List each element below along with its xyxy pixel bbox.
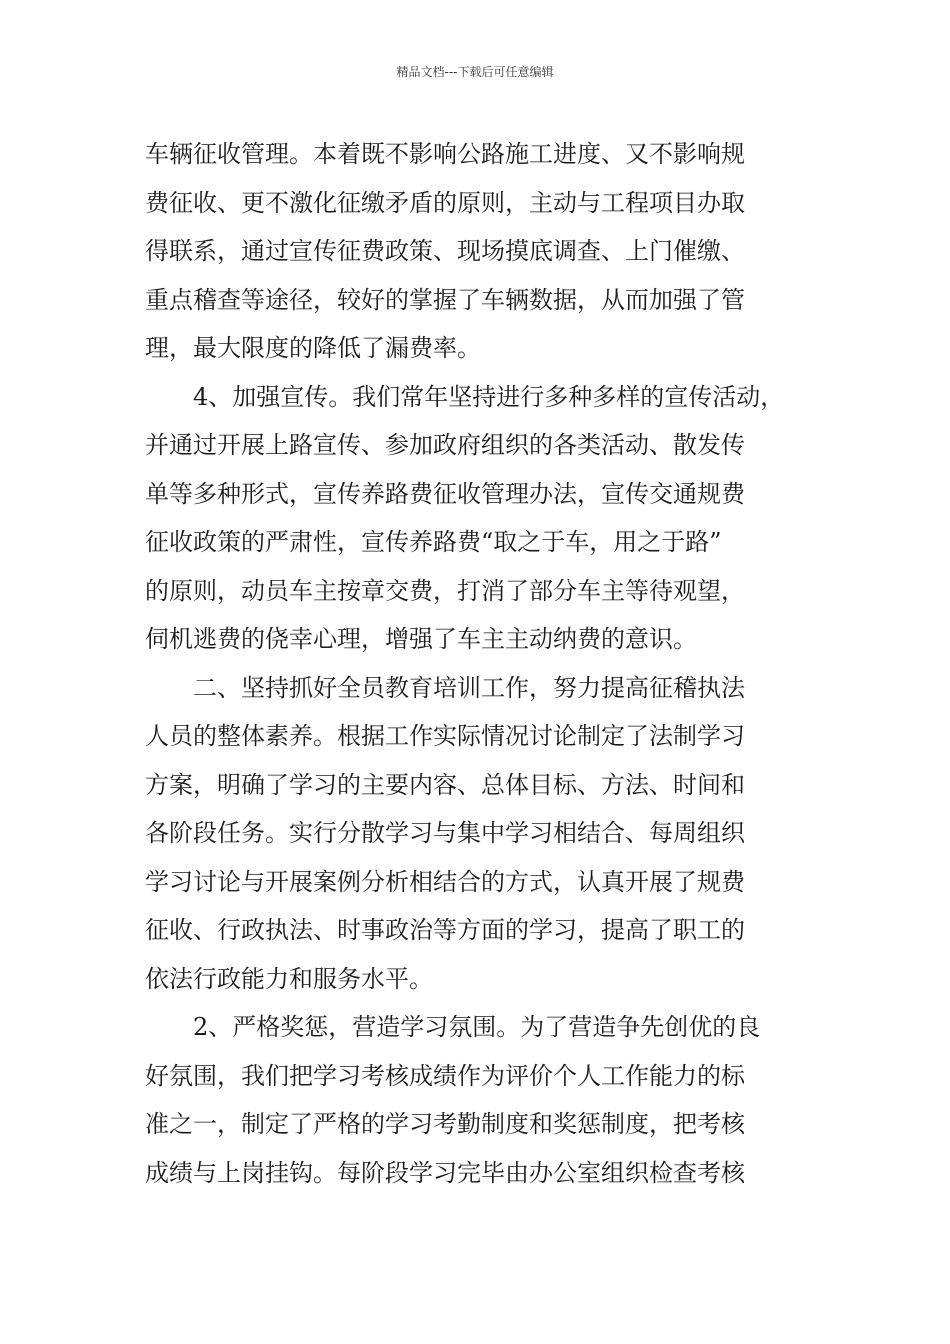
document-body	[145, 130, 810, 1197]
text-line: 征收、行政执法、时事政治等方面的学习，提高了职工的	[145, 916, 745, 944]
text-line: 人员的整体素养。根据工作实际情况讨论制定了法制学习	[145, 722, 745, 750]
text-line: 好氛围，我们把学习考核成绩作为评价个人工作能力的标	[145, 1061, 745, 1090]
text-line: 各阶段任务。实行分散学习与集中学习相结合、每周组织	[145, 819, 745, 847]
text-line: 的原则，动员车主按章交费，打消了部分车主等待观望，	[145, 576, 745, 605]
page-header: 精品文档---下载后可任意编辑	[396, 65, 554, 79]
text-line: 成绩与上岗挂钩。每阶段学习完毕由办公室组织检查考核	[145, 1158, 745, 1187]
text-line: 准之一，制定了严格的学习考勤制度和奖惩制度，把考核	[145, 1110, 745, 1138]
text-line: 方案，明确了学习的主要内容、总体目标、方法、时间和	[145, 770, 745, 799]
text-line: 征收政策的严肃性，宣传养路费“取之于车，用之于路”	[145, 528, 722, 556]
text-line: 得联系，通过宣传征费政策、现场摸底调查、上门催缴、	[145, 237, 745, 265]
text-line: 并通过开展上路宣传、参加政府组织的各类活动、散发传	[145, 431, 745, 459]
text-line: 伺机逃费的侥幸心理，增强了车主主动纳费的意识。	[145, 625, 697, 653]
text-line: 车辆征收管理。本着既不影响公路施工进度、又不影响规	[145, 140, 745, 168]
text-line: 二、坚持抓好全员教育培训工作，努力提高征稽执法	[145, 673, 745, 702]
text-line: 4、加强宣传。我们常年坚持进行多种多样的宣传活动，	[145, 382, 785, 411]
text-line: 学习讨论与开展案例分析相结合的方式，认真开展了规费	[145, 867, 745, 896]
text-line: 重点稽查等途径，较好的掌握了车辆数据，从而加强了管	[145, 285, 745, 314]
text-line: 理，最大限度的降低了漏费率。	[145, 334, 481, 362]
text-line: 2、严格奖惩，营造学习氛围。为了营造争先创优的良	[145, 1013, 761, 1041]
text-line: 单等多种形式，宣传养路费征收管理办法，宣传交通规费	[145, 479, 745, 508]
text-line: 费征收、更不激化征缴矛盾的原则，主动与工程项目办取	[145, 188, 745, 217]
text-line: 依法行政能力和服务水平。	[145, 964, 433, 993]
